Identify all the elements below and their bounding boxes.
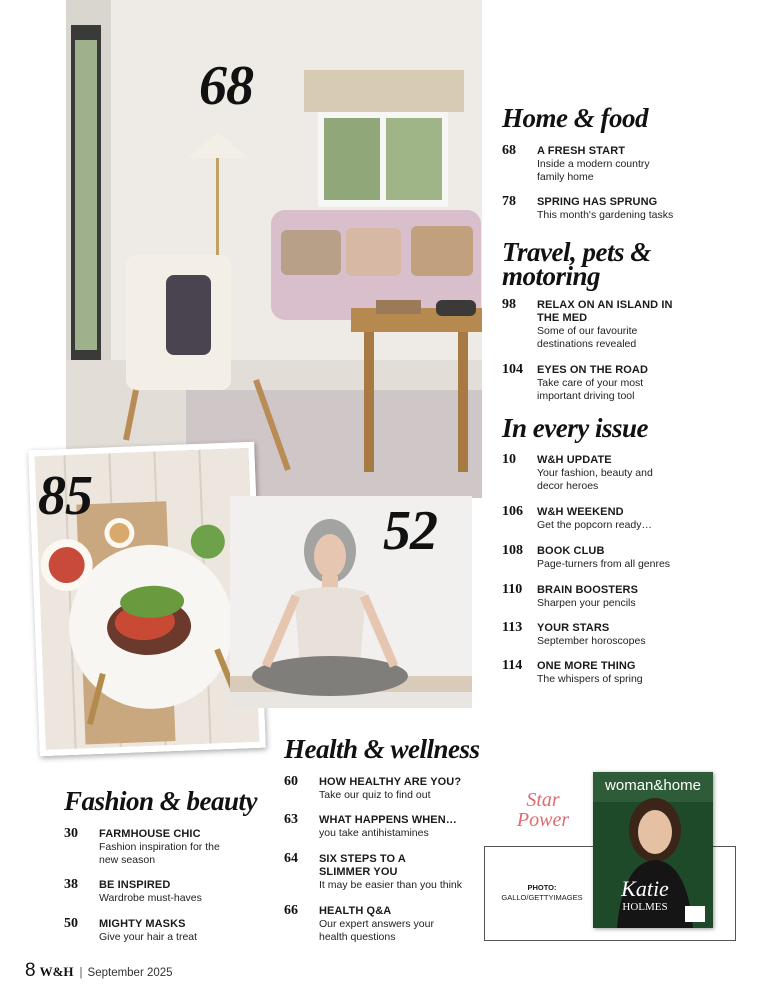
- entry-title: BE INSPIRED: [99, 879, 171, 891]
- entry-page: 38: [64, 877, 78, 892]
- toc-entry[interactable]: [502, 454, 752, 493]
- entry-page: 66: [284, 903, 298, 918]
- section-title-health: Health & wellness: [284, 734, 480, 764]
- yoga-photo-page-number: 52: [383, 500, 437, 562]
- section-title-travel: [502, 237, 651, 291]
- entry-title: MIGHTY MASKS: [99, 918, 186, 930]
- entry-desc: Your fashion, beauty and decor heroes: [537, 467, 653, 492]
- entry-desc: Some of our favourite destinations revealed: [537, 325, 638, 350]
- star-power-title-line: Power: [516, 809, 570, 831]
- entry-title: SIX STEPS TO A SLIMMER YOU: [319, 853, 406, 878]
- entry-desc: Page-turners from all genres: [537, 558, 671, 570]
- living-photo-page-number: 68: [199, 55, 253, 117]
- entry-desc: Fashion inspiration for the new season: [99, 841, 220, 866]
- toc-entry[interactable]: [284, 776, 534, 802]
- entry-page: 104: [502, 362, 523, 377]
- footer-separator: |: [79, 967, 83, 979]
- entry-page: 78: [502, 194, 516, 209]
- toc-entry[interactable]: [502, 364, 752, 403]
- food-photo-page-number: 85: [38, 465, 92, 527]
- star-power-title: [512, 790, 574, 830]
- entry-title: BOOK CLUB: [537, 545, 605, 557]
- entry-desc: It may be easier than you think: [319, 879, 462, 891]
- photo-credit-value: GALLO/GETTYIMAGES: [501, 893, 583, 902]
- toc-entry[interactable]: [502, 545, 752, 571]
- entry-title: WHAT HAPPENS WHEN…: [319, 814, 457, 826]
- entry-page: 64: [284, 851, 298, 866]
- entry-page: 68: [502, 143, 516, 158]
- entry-page: 114: [502, 658, 523, 673]
- toc-entry[interactable]: [502, 145, 752, 184]
- entry-title: FARMHOUSE CHIC: [99, 828, 201, 840]
- magazine-cover[interactable]: [593, 772, 713, 928]
- entry-title: HEALTH Q&A: [319, 905, 392, 917]
- entry-title: SPRING HAS SPRUNG: [537, 196, 658, 208]
- photo-credit-label: PHOTO:: [527, 883, 557, 892]
- entry-title: A FRESH START: [537, 145, 626, 157]
- star-power-title-line: Star: [526, 789, 560, 811]
- entry-title: W&H UPDATE: [537, 454, 612, 466]
- entry-page: 113: [502, 620, 523, 635]
- entry-desc: Wardrobe must-haves: [99, 892, 202, 904]
- footer-logo: W&H: [39, 964, 74, 979]
- page-number: 8: [25, 960, 36, 981]
- entry-desc: The whispers of spring: [537, 673, 643, 685]
- living-room-photo: [66, 0, 482, 498]
- cover-name: Katie: [621, 876, 669, 901]
- entry-title: YOUR STARS: [537, 622, 610, 634]
- entry-desc: Inside a modern country family home: [537, 158, 650, 183]
- entry-page: 110: [502, 582, 523, 597]
- entry-title: HOW HEALTHY ARE YOU?: [319, 776, 462, 788]
- section-title-fashion: Fashion & beauty: [64, 786, 258, 816]
- cover-name: HOLMES: [622, 901, 668, 913]
- section-title-every-issue: In every issue: [502, 413, 648, 443]
- footer-date: September 2025: [87, 967, 173, 979]
- entry-page: 50: [64, 916, 78, 931]
- entry-desc: Take our quiz to find out: [319, 789, 431, 801]
- entry-page: 30: [64, 826, 78, 841]
- entry-desc: you take antihistamines: [319, 827, 429, 839]
- section-title-line: motoring: [502, 261, 601, 291]
- entry-title: BRAIN BOOSTERS: [537, 584, 639, 596]
- toc-entry[interactable]: [64, 828, 314, 867]
- entry-desc: September horoscopes: [537, 635, 646, 647]
- page-footer: [25, 960, 173, 982]
- toc-entry[interactable]: [64, 879, 314, 905]
- entry-page: 98: [502, 297, 516, 312]
- entry-title: ONE MORE THING: [537, 660, 636, 672]
- toc-entry[interactable]: [502, 506, 752, 532]
- entry-page: 63: [284, 812, 298, 827]
- toc-entry[interactable]: [502, 196, 752, 222]
- entry-desc: This month's gardening tasks: [537, 209, 674, 221]
- toc-entry[interactable]: [502, 299, 752, 351]
- entry-desc: Take care of your most important driving tool: [537, 377, 644, 402]
- toc-entry[interactable]: [64, 918, 314, 944]
- entry-page: 10: [502, 452, 516, 467]
- toc-entry[interactable]: [284, 814, 534, 840]
- entry-desc: Give your hair a treat: [99, 931, 198, 943]
- section-title-home-food: Home & food: [502, 103, 648, 133]
- toc-entry[interactable]: [502, 622, 752, 648]
- entry-desc: Sharpen your pencils: [537, 597, 636, 609]
- entry-title: EYES ON THE ROAD: [537, 364, 649, 376]
- toc-entry[interactable]: [502, 584, 752, 610]
- entry-title: RELAX ON AN ISLAND IN THE MED: [537, 299, 673, 324]
- toc-entry[interactable]: [502, 660, 752, 686]
- entry-desc: Our expert answers your health questions: [319, 918, 434, 943]
- entry-page: 60: [284, 774, 298, 789]
- entry-desc: Get the popcorn ready…: [537, 519, 652, 531]
- entry-page: 106: [502, 504, 523, 519]
- entry-title: W&H WEEKEND: [537, 506, 624, 518]
- section-title-line: Travel, pets &: [502, 237, 651, 267]
- entry-page: 108: [502, 543, 523, 558]
- cover-masthead: woman&home: [605, 777, 701, 794]
